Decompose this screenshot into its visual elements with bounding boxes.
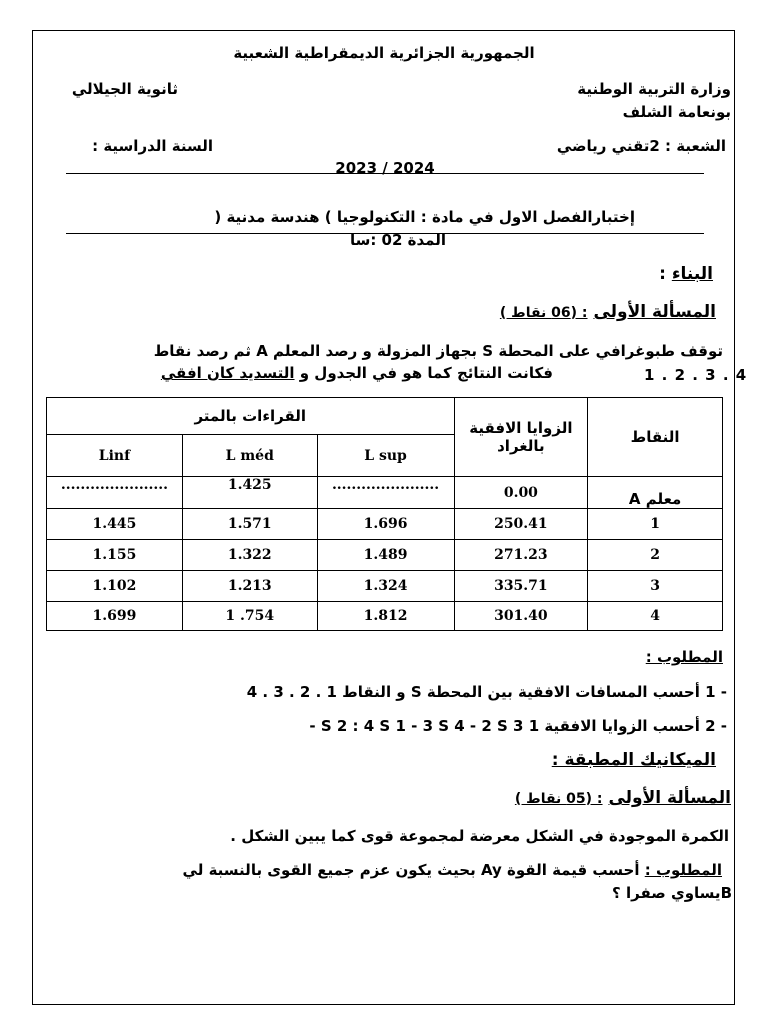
cell-lsup: ...................... xyxy=(317,477,454,509)
cell-point: 3 xyxy=(588,571,723,602)
school-name: ثانوية الجيلالي xyxy=(71,80,178,98)
problem2-required-label: المطلوب : xyxy=(644,861,722,879)
survey-readings-table xyxy=(46,397,723,631)
header-lmed: L méd xyxy=(182,435,317,477)
section-mechanics-heading: الميكانيك المطبقة : xyxy=(551,750,716,770)
cell-lmed: 1.213 xyxy=(182,571,317,602)
problem1-statement-line2 xyxy=(90,364,553,382)
exam-title: إختبارالفصل الاول في مادة : التكنولوجيا ) هندسة مدنية ( xyxy=(214,208,635,226)
town-name: بونعامة الشلف xyxy=(622,103,731,121)
cell-lsup: 1.696 xyxy=(317,509,454,540)
statement-sighting-note: التسديد كان افقي xyxy=(160,364,295,382)
exam-duration: المدة 02 :سا xyxy=(349,231,446,249)
cell-linf: 1.102 xyxy=(47,571,183,602)
cell-lmed: 1.322 xyxy=(182,540,317,571)
cell-angle: 0.00 xyxy=(454,477,588,509)
table-row xyxy=(47,571,723,602)
table-row xyxy=(47,509,723,540)
cell-lmed: 1 .754 xyxy=(182,602,317,631)
branch-label: الشعبة : 2تقني رياضي xyxy=(556,137,726,155)
cell-angle: 301.40 xyxy=(454,602,588,631)
cell-point: 2 xyxy=(588,540,723,571)
table-row xyxy=(47,477,723,509)
problem2-heading xyxy=(440,789,731,808)
required1-question1: - 1 أحسب المسافات الافقية بين المحطة S و النقاط 1 . 2 . 3 . 4 xyxy=(246,683,727,701)
problem1-heading xyxy=(420,303,716,322)
cell-angle: 271.23 xyxy=(454,540,588,571)
cell-lmed: 1.571 xyxy=(182,509,317,540)
cell-point: 4 xyxy=(588,602,723,631)
section-construction-heading xyxy=(600,265,713,283)
header-lsup: L sup xyxy=(317,435,454,477)
header-separator-line xyxy=(66,173,704,174)
cell-lsup: 1.324 xyxy=(317,571,454,602)
statement-line2-text: فكانت النتائج كما هو في الجدول و xyxy=(294,364,553,382)
school-year-value: 2023 / 2024 xyxy=(335,159,435,177)
problem1-statement-line1: توقف طبوغرافي على المحطة S بجهاز المزولة و رصد المعلم A ثم رصد نقاط xyxy=(153,342,723,360)
problem2-statement: الكمرة الموجودة في الشكل معرضة لمجموعة قوى كما يبين الشكل . xyxy=(230,827,729,845)
header-angles: الزوايا الافقية بالغراد xyxy=(454,398,588,477)
section-colon: : xyxy=(659,264,666,284)
required1-question2: - 2 أحسب الزوايا الافقية - S 2 : 4 S 1 - 3 S 4 - 2 S 3 1 xyxy=(309,717,727,735)
required1-title: المطلوب : xyxy=(645,648,723,666)
cell-linf: 1.445 xyxy=(47,509,183,540)
angles-list: - S 2 : 4 S 1 - 3 S 4 - 2 S 3 1 xyxy=(309,717,540,735)
cell-point: معلم A xyxy=(588,477,723,509)
cell-angle: 335.71 xyxy=(454,571,588,602)
cell-point: 1 xyxy=(588,509,723,540)
problem2-required-text: أحسب قيمة القوة Ay بحيث يكون عزم جميع القوى بالنسبة لي xyxy=(182,861,645,879)
republic-title: الجمهورية الجزائرية الديمقراطية الشعبية xyxy=(233,44,535,62)
cell-angle: 250.41 xyxy=(454,509,588,540)
table-row xyxy=(47,602,723,631)
cell-linf: 1.155 xyxy=(47,540,183,571)
problem1-title: المسألة الأولى xyxy=(593,302,716,322)
problem2-required-line1 xyxy=(90,861,722,879)
school-year-label: السنة الدراسية : xyxy=(92,137,213,155)
statement-points-list: 1 . 2 . 3 . 4 xyxy=(644,366,748,384)
cell-lsup: 1.812 xyxy=(317,602,454,631)
problem2-points: : (05 نقاط ) xyxy=(514,791,603,807)
header-linf: Linf xyxy=(47,435,183,477)
cell-linf: ...................... xyxy=(47,477,183,509)
problem2-title: المسألة الأولى xyxy=(608,788,731,808)
cell-lsup: 1.489 xyxy=(317,540,454,571)
header-points: النقاط xyxy=(588,398,723,477)
cell-linf: 1.699 xyxy=(47,602,183,631)
section-construction-title: البناء xyxy=(671,264,713,284)
problem2-required-line2: Bيساوي صفرا ؟ xyxy=(612,884,732,902)
header-readings: القراءات بالمتر xyxy=(47,398,455,435)
ministry-name: وزارة التربية الوطنية xyxy=(577,80,731,98)
table-row xyxy=(47,540,723,571)
cell-lmed: 1.425 xyxy=(182,477,317,509)
problem1-points: : (06 نقاط ) xyxy=(499,305,588,321)
